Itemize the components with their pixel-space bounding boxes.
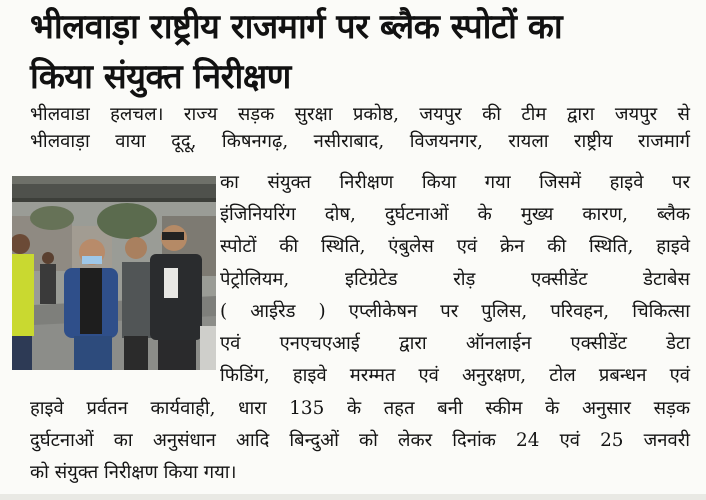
body-line-4: इंजिनियरिंग दोष, दुर्घटनाओं के मुख्य कारण, ब्लैक (220, 204, 690, 225)
body-line-7: ( आईरेड ) एप्लीकेषन पर पुलिस, परिवहन, चिकित्सा (220, 301, 690, 322)
body-line-10: हाइवे प्रर्वतन कार्यवाही, धारा 135 के तहत बनी स्कीम के अनुसार सड़क (30, 398, 690, 419)
body-line-3: का संयुक्त निरीक्षण किया गया जिसमें हाइवे पर (220, 172, 690, 193)
body-line-12: को संयुक्त निरीक्षण किया गया। (30, 462, 237, 483)
headline-line-1: भीलवाड़ा राष्ट्रीय राजमार्ग पर ब्लैक स्पोटों का (30, 7, 563, 47)
body-line-1: भीलवाडा हलचल। राज्य सड़क सुरक्षा प्रकोष्ठ, जयपुर की टीम द्वारा जयपुर से (30, 104, 690, 125)
page-edge (0, 494, 706, 500)
body-line-11: दुर्घटनाओं का अनुसंधान आदि बिन्दुओं को लेकर दिनांक 24 एवं 25 जनवरी (30, 430, 690, 451)
body-line-9: फिडिंग, हाइवे मरम्मत एवं अनुरक्षण, टोल प्रबन्धन एवं (220, 365, 690, 386)
headline-line-2: किया संयुक्त निरीक्षण (30, 57, 291, 97)
body-line-5: स्पोटों की स्थिति, एंबुलेस एवं क्रेन की स्थिति, हाइवे (220, 236, 690, 257)
headline (30, 2, 690, 102)
inspection-team-photo (12, 176, 216, 370)
body-line-2: भीलवाड़ा वाया दूदू, किषनगढ़, नसीराबाद, विजयनगर, रायला राष्ट्रीय राजमार्ग (30, 131, 690, 152)
body-line-8: एवं एनएचएआई द्वारा ऑनलाईन एक्सीडेंट डेटा (220, 333, 690, 354)
body-line-6: पेट्रोलियम, इटिग्रेटेड रोड़ एक्सीडेंट डेटाबेस (220, 269, 690, 290)
news-photo (12, 176, 216, 370)
